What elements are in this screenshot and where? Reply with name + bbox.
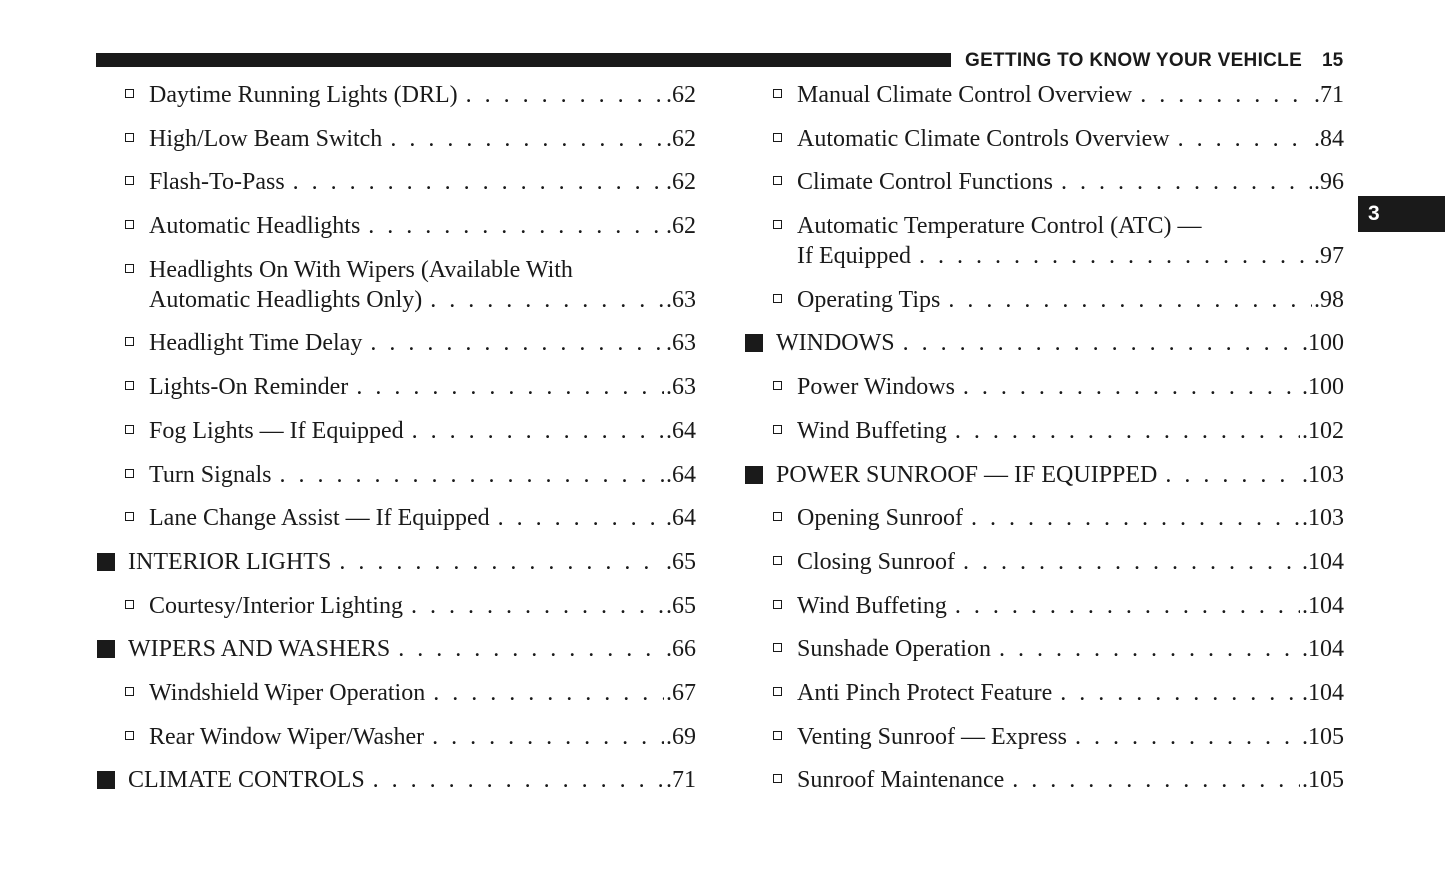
toc-subentry[interactable]: [744, 503, 1344, 533]
toc-page-number: .69: [666, 723, 696, 750]
toc-page-number: .98: [1314, 286, 1344, 313]
toc-entry-title: Fog Lights — If Equipped: [149, 417, 404, 444]
toc-right-column: [744, 80, 1344, 809]
toc-entry-title: Sunroof Maintenance: [797, 767, 1005, 794]
header-rule: [96, 53, 951, 67]
toc-subentry[interactable]: [744, 416, 1344, 446]
toc-page-number: .63: [666, 286, 696, 313]
toc-subentry[interactable]: [744, 80, 1344, 110]
toc-entry-title: Wind Buffeting: [797, 592, 947, 619]
dot-leader: [963, 372, 1300, 402]
dot-leader: [999, 634, 1300, 664]
dot-leader: [971, 503, 1300, 533]
toc-subentry[interactable]: [96, 328, 696, 358]
filled-square-bullet-icon: [97, 771, 115, 789]
dot-leader: [919, 241, 1312, 271]
dot-leader: [1178, 124, 1312, 154]
hollow-square-bullet-icon: [125, 220, 134, 229]
toc-entry-title: Automatic Headlights Only): [149, 286, 423, 313]
toc-page-number: .105: [1302, 723, 1344, 750]
toc-entry-title: Headlights On With Wipers (Available With: [149, 256, 573, 283]
toc-page-number: .103: [1302, 461, 1344, 488]
toc-subentry[interactable]: [744, 591, 1344, 621]
toc-page-number: .65: [666, 548, 696, 575]
dot-leader: [1060, 678, 1300, 708]
toc-page-number: .104: [1302, 679, 1344, 706]
dot-leader: [1165, 460, 1300, 490]
dot-leader: [411, 591, 664, 621]
hollow-square-bullet-icon: [773, 643, 782, 652]
toc-entry-title: Automatic Climate Controls Overview: [797, 125, 1170, 152]
toc-subentry[interactable]: [96, 211, 696, 241]
dot-leader: [466, 80, 664, 110]
toc-subentry[interactable]: [744, 285, 1344, 315]
hollow-square-bullet-icon: [125, 337, 134, 346]
toc-page-number: .102: [1302, 417, 1344, 444]
toc-page-number: .62: [666, 125, 696, 152]
toc-section-entry[interactable]: [744, 460, 1344, 490]
hollow-square-bullet-icon: [773, 687, 782, 696]
dot-leader: [903, 328, 1300, 358]
toc-entry-title: Flash-To-Pass: [149, 169, 285, 196]
hollow-square-bullet-icon: [773, 381, 782, 390]
toc-page-number: .100: [1302, 330, 1344, 357]
toc-section-entry[interactable]: [744, 328, 1344, 358]
toc-page-number: .63: [666, 374, 696, 401]
toc-entry-title: Manual Climate Control Overview: [797, 82, 1133, 108]
toc-subentry[interactable]: [744, 678, 1344, 708]
toc-entry-title: Closing Sunroof: [797, 548, 956, 575]
toc-page-number: .67: [666, 679, 696, 706]
toc-page-number: .64: [666, 505, 696, 532]
hollow-square-bullet-icon: [125, 600, 134, 609]
toc-entry-title: If Equipped: [797, 243, 911, 270]
toc-entry-title: WIPERS AND WASHERS: [128, 636, 391, 663]
dot-leader: [963, 547, 1300, 577]
hollow-square-bullet-icon: [125, 264, 134, 273]
toc-subentry[interactable]: [96, 722, 696, 752]
dot-leader: [432, 722, 664, 752]
toc-entry-title: Turn Signals: [149, 461, 272, 488]
hollow-square-bullet-icon: [125, 469, 134, 478]
toc-subentry[interactable]: [96, 591, 696, 621]
toc-subentry[interactable]: [96, 167, 696, 197]
toc-section-entry[interactable]: [96, 634, 696, 664]
hollow-square-bullet-icon: [773, 220, 782, 229]
dot-leader: [955, 416, 1300, 446]
toc-subentry[interactable]: [96, 372, 696, 402]
toc-page-number: .62: [666, 82, 696, 108]
toc-entry-title: Windshield Wiper Operation: [149, 679, 426, 706]
page-number: 15: [1322, 50, 1344, 71]
toc-entry-title: Anti Pinch Protect Feature: [797, 679, 1053, 706]
toc-subentry[interactable]: [744, 722, 1344, 752]
toc-subentry[interactable]: [96, 255, 696, 315]
toc-page-number: .65: [666, 592, 696, 619]
toc-page-number: .84: [1314, 125, 1344, 152]
toc-entry-title: Wind Buffeting: [797, 417, 947, 444]
hollow-square-bullet-icon: [125, 731, 134, 740]
dot-leader: [370, 328, 664, 358]
toc-entry-title: Automatic Headlights: [149, 213, 361, 240]
toc-entry-title: High/Low Beam Switch: [149, 125, 383, 152]
toc-entry-title: Lane Change Assist — If Equipped: [149, 505, 490, 532]
hollow-square-bullet-icon: [773, 294, 782, 303]
toc-page-number: .62: [666, 169, 696, 196]
toc-entry-title: Venting Sunroof — Express: [797, 723, 1067, 750]
dot-leader: [430, 285, 664, 315]
toc-subentry[interactable]: [744, 547, 1344, 577]
toc-page-number: .64: [666, 461, 696, 488]
dot-leader: [398, 634, 664, 664]
toc-entry-title: Headlight Time Delay: [149, 330, 363, 357]
toc-subentry[interactable]: [744, 372, 1344, 402]
toc-subentry[interactable]: [744, 211, 1344, 271]
toc-entry-title: CLIMATE CONTROLS: [128, 767, 365, 794]
toc-page-number: .66: [666, 636, 696, 663]
toc-subentry[interactable]: [96, 678, 696, 708]
hollow-square-bullet-icon: [773, 133, 782, 142]
filled-square-bullet-icon: [97, 640, 115, 658]
filled-square-bullet-icon: [97, 553, 115, 571]
dot-leader: [948, 285, 1312, 315]
toc-subentry[interactable]: [96, 503, 696, 533]
hollow-square-bullet-icon: [773, 556, 782, 565]
toc-entry-title: Climate Control Functions: [797, 169, 1053, 196]
toc-page-number: .104: [1302, 548, 1344, 575]
dot-leader: [339, 547, 664, 577]
toc-page-number: .105: [1302, 767, 1344, 794]
toc-page-number: .104: [1302, 636, 1344, 663]
dot-leader: [1012, 765, 1300, 795]
hollow-square-bullet-icon: [125, 381, 134, 390]
dot-leader: [433, 678, 664, 708]
toc-page-number: .103: [1302, 505, 1344, 532]
toc-entry-title: Sunshade Operation: [797, 636, 991, 663]
toc-entry-title: Opening Sunroof: [797, 505, 963, 532]
toc-entry-title: Operating Tips: [797, 286, 941, 313]
toc-entry-title: POWER SUNROOF — IF EQUIPPED: [776, 461, 1158, 488]
hollow-square-bullet-icon: [773, 774, 782, 783]
toc-page-number: .71: [1314, 82, 1344, 108]
chapter-tab: 3: [1358, 196, 1445, 232]
dot-leader: [279, 460, 664, 490]
toc-entry-title: Courtesy/Interior Lighting: [149, 592, 403, 619]
hollow-square-bullet-icon: [773, 600, 782, 609]
toc-page-number: .64: [666, 417, 696, 444]
dot-leader: [498, 503, 664, 533]
hollow-square-bullet-icon: [125, 687, 134, 696]
toc-section-entry[interactable]: [96, 765, 696, 795]
filled-square-bullet-icon: [745, 466, 763, 484]
toc-page-number: .96: [1314, 169, 1344, 196]
toc-entry-title: Rear Window Wiper/Washer: [149, 723, 425, 750]
hollow-square-bullet-icon: [125, 176, 134, 185]
toc-subentry[interactable]: [96, 460, 696, 490]
toc-entry-title: Lights-On Reminder: [149, 374, 349, 401]
toc-subentry[interactable]: [96, 416, 696, 446]
toc-subentry[interactable]: [96, 80, 696, 110]
dot-leader: [1061, 167, 1312, 197]
dot-leader: [1140, 80, 1312, 110]
toc-subentry[interactable]: [744, 765, 1344, 795]
toc-section-entry[interactable]: [96, 547, 696, 577]
hollow-square-bullet-icon: [125, 425, 134, 434]
hollow-square-bullet-icon: [773, 512, 782, 521]
running-header-title: GETTING TO KNOW YOUR VEHICLE: [965, 50, 1303, 71]
hollow-square-bullet-icon: [773, 89, 782, 98]
hollow-square-bullet-icon: [773, 731, 782, 740]
hollow-square-bullet-icon: [125, 133, 134, 142]
toc-entry-title: Power Windows: [797, 374, 955, 401]
toc-entry-title: Automatic Temperature Control (ATC) —: [797, 213, 1202, 240]
filled-square-bullet-icon: [745, 334, 763, 352]
dot-leader: [390, 124, 664, 154]
dot-leader: [373, 765, 664, 795]
toc-subentry[interactable]: [744, 124, 1344, 154]
toc-entry-title: WINDOWS: [776, 330, 895, 357]
dot-leader: [356, 372, 664, 402]
toc-page-number: .97: [1314, 243, 1344, 270]
hollow-square-bullet-icon: [125, 512, 134, 521]
hollow-square-bullet-icon: [773, 425, 782, 434]
dot-leader: [293, 167, 664, 197]
toc-entry-title: INTERIOR LIGHTS: [128, 548, 332, 575]
toc-entry-title: Daytime Running Lights (DRL): [149, 82, 458, 108]
hollow-square-bullet-icon: [773, 176, 782, 185]
dot-leader: [955, 591, 1300, 621]
toc-left-column: [96, 80, 696, 809]
toc-page-number: .63: [666, 330, 696, 357]
toc-page-number: .62: [666, 213, 696, 240]
toc-subentry[interactable]: [96, 124, 696, 154]
toc-subentry[interactable]: [744, 167, 1344, 197]
hollow-square-bullet-icon: [125, 89, 134, 98]
dot-leader: [368, 211, 664, 241]
dot-leader: [1075, 722, 1300, 752]
toc-page-number: .100: [1302, 374, 1344, 401]
dot-leader: [412, 416, 664, 446]
toc-page-number: .104: [1302, 592, 1344, 619]
toc-page-number: .71: [666, 767, 696, 794]
toc-subentry[interactable]: [744, 634, 1344, 664]
